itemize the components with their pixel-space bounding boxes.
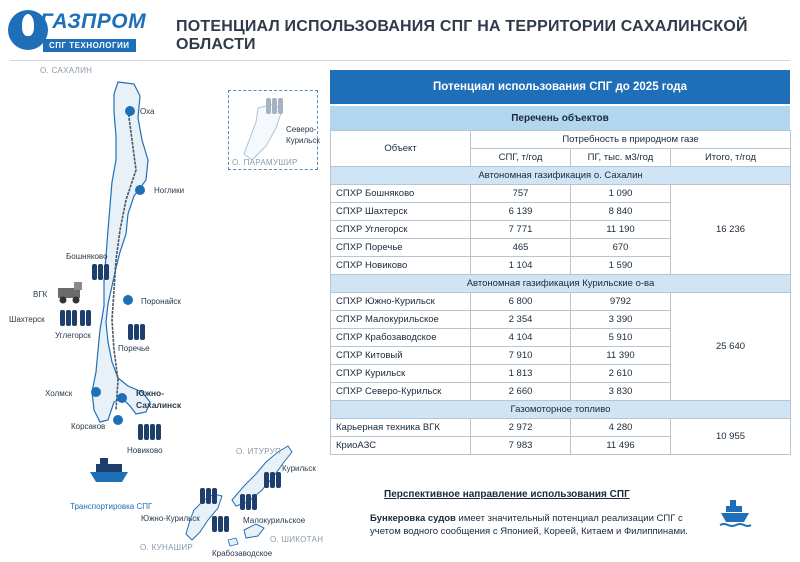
- cell-lng: 2 354: [471, 311, 571, 329]
- tanks-boshnyakovo: [92, 264, 109, 280]
- page-title: ПОТЕНЦИАЛ ИСПОЛЬЗОВАНИЯ СПГ НА ТЕРРИТОРИИ САХАЛИНСКОЙ ОБЛАСТИ: [176, 18, 748, 53]
- cell-gas: 4 280: [571, 419, 671, 437]
- cell-gas: 2 610: [571, 365, 671, 383]
- cell-lng: 465: [471, 239, 571, 257]
- place-nogliki: Ноглики: [154, 186, 185, 195]
- table-row: [331, 293, 791, 311]
- okha-marker: [125, 106, 135, 116]
- cell-name: СПХР Поречье: [331, 239, 471, 257]
- cell-lng: 1 104: [471, 257, 571, 275]
- header-total: Итого, т/год: [671, 149, 791, 167]
- perspective-text: [370, 512, 700, 538]
- cell-gas: 11 390: [571, 347, 671, 365]
- cell-lng: 1 813: [471, 365, 571, 383]
- place-shakhtersk: Шахтерск: [9, 315, 45, 324]
- cell-total: 25 640: [671, 293, 791, 401]
- place-boshnyakovo: Бошняково: [66, 252, 108, 261]
- region-paramushir: О. ПАРАМУШИР: [232, 158, 298, 167]
- small-island: [228, 538, 238, 546]
- logo-name: ГАЗПРОМ: [40, 10, 147, 33]
- cell-gas: 9792: [571, 293, 671, 311]
- cell-name: СПХР Бошняково: [331, 185, 471, 203]
- cell-name: СПХР Курильск: [331, 365, 471, 383]
- mining-truck-icon: [58, 282, 82, 304]
- cell-lng: 2 972: [471, 419, 571, 437]
- cell-gas: 3 390: [571, 311, 671, 329]
- tanks-kurilsk: [264, 472, 281, 488]
- cell-gas: 5 910: [571, 329, 671, 347]
- cell-name: СПХР Северо-Курильск: [331, 383, 471, 401]
- tanks-shakhtersk: [60, 310, 77, 326]
- korsakov-marker: [113, 415, 123, 425]
- cell-name: КриоАЗС: [331, 437, 471, 455]
- cell-gas: 1 090: [571, 185, 671, 203]
- tanks-uglegorsk: [80, 310, 91, 326]
- cell-lng: 6 800: [471, 293, 571, 311]
- place-severo-kurilsk: Северо- Курильск: [286, 125, 320, 145]
- cell-gas: 3 830: [571, 383, 671, 401]
- kholmsk-marker: [91, 387, 101, 397]
- cell-total: 10 955: [671, 419, 791, 455]
- place-okha: Оха: [140, 107, 155, 116]
- perspective-title: Перспективное направление использования СПГ: [384, 489, 630, 500]
- cell-lng: 7 910: [471, 347, 571, 365]
- lng-ship-icon: [90, 458, 128, 482]
- tanks-malokurilskoe: [240, 494, 257, 510]
- cell-gas: 8 840: [571, 203, 671, 221]
- region-iturup: О. ИТУРУП: [236, 447, 282, 456]
- cell-lng: 2 660: [471, 383, 571, 401]
- cell-name: СПХР Китовый: [331, 347, 471, 365]
- region-shikotan: О. ШИКОТАН: [270, 535, 324, 544]
- place-poronaysk: Поронайск: [141, 297, 181, 306]
- cell-gas: 11 496: [571, 437, 671, 455]
- place-korsakov: Корсаков: [71, 422, 106, 431]
- place-kholmsk: Холмск: [45, 389, 73, 398]
- transport-label: Транспортировка СПГ: [70, 502, 153, 511]
- cell-name: СПХР Углегорск: [331, 221, 471, 239]
- section-title: Газомоторное топливо: [331, 401, 791, 419]
- place-kurilsk: Курильск: [282, 464, 316, 473]
- cell-lng: 757: [471, 185, 571, 203]
- table-subtitle: Перечень объектов: [330, 104, 790, 130]
- cell-name: СПХР Новиково: [331, 257, 471, 275]
- shikotan-island: [244, 524, 264, 538]
- perspective-body: имеет значительный потенциал реализации СПГ с учетом водного сообщения с Японией, Кореей, Китаем и Филиппинами.: [370, 513, 688, 537]
- perspective-bold: Бункеровка судов: [370, 513, 456, 524]
- section-row: [331, 401, 791, 419]
- table-row: [331, 419, 791, 437]
- table-title: Потенциал использования СПГ до 2025 года: [330, 70, 790, 104]
- cell-lng: 7 983: [471, 437, 571, 455]
- yuzhno-marker: [117, 393, 127, 403]
- cell-name: СПХР Малокурильское: [331, 311, 471, 329]
- cell-gas: 11 190: [571, 221, 671, 239]
- cell-name: СПХР Южно-Курильск: [331, 293, 471, 311]
- section-row: [331, 167, 791, 185]
- tanks-novikovo: [138, 424, 161, 440]
- cell-name: СПХР Шахтерск: [331, 203, 471, 221]
- poronaysk-marker: [123, 295, 133, 305]
- cell-name: Карьерная техника ВГК: [331, 419, 471, 437]
- place-yuzhno-sakhalinsk: Южно- Сахалинск: [136, 388, 182, 410]
- cell-name: СПХР Крабозаводское: [331, 329, 471, 347]
- place-uglegorsk: Углегорск: [55, 331, 91, 340]
- nogliki-marker: [135, 185, 145, 195]
- place-krabozavodskoe: Крабозаводское: [212, 549, 273, 558]
- cell-lng: 7 771: [471, 221, 571, 239]
- objects-table: [330, 130, 791, 455]
- place-porechye: Поречье: [118, 344, 150, 353]
- place-yuzhno-kurilsk: Южно-Курильск: [141, 514, 200, 523]
- header-need: Потребность в природном газе: [471, 131, 791, 149]
- cell-total: 16 236: [671, 185, 791, 275]
- place-vgk: ВГК: [33, 290, 48, 299]
- section-row: [331, 275, 791, 293]
- cell-gas: 1 590: [571, 257, 671, 275]
- flame-icon: [22, 14, 34, 36]
- cell-gas: 670: [571, 239, 671, 257]
- logo-subtitle: СПГ ТЕХНОЛОГИИ: [43, 39, 136, 52]
- section-title: Автономная газификация о. Сахалин: [331, 167, 791, 185]
- cell-lng: 6 139: [471, 203, 571, 221]
- bunkering-ship-icon: [718, 496, 752, 530]
- header-object: Объект: [331, 131, 471, 167]
- region-kunashir: О. КУНАШИР: [140, 543, 194, 552]
- tanks-porechye: [128, 324, 145, 340]
- region-sakhalin: О. САХАЛИН: [40, 66, 93, 75]
- tanks-yuzhno-kurilsk: [200, 488, 217, 504]
- place-novikovo: Новиково: [127, 446, 163, 455]
- place-malokurilskoe: Малокурильское: [243, 516, 306, 525]
- header-lng: СПГ, т/год: [471, 149, 571, 167]
- section-title: Автономная газификация Курильские о-ва: [331, 275, 791, 293]
- header-gas: ПГ, тыс. м3/год: [571, 149, 671, 167]
- title-divider: [10, 60, 790, 61]
- tanks-krabozavodskoe: [212, 516, 229, 532]
- table-row: [331, 185, 791, 203]
- objects-table-panel: [330, 70, 790, 455]
- cell-lng: 4 104: [471, 329, 571, 347]
